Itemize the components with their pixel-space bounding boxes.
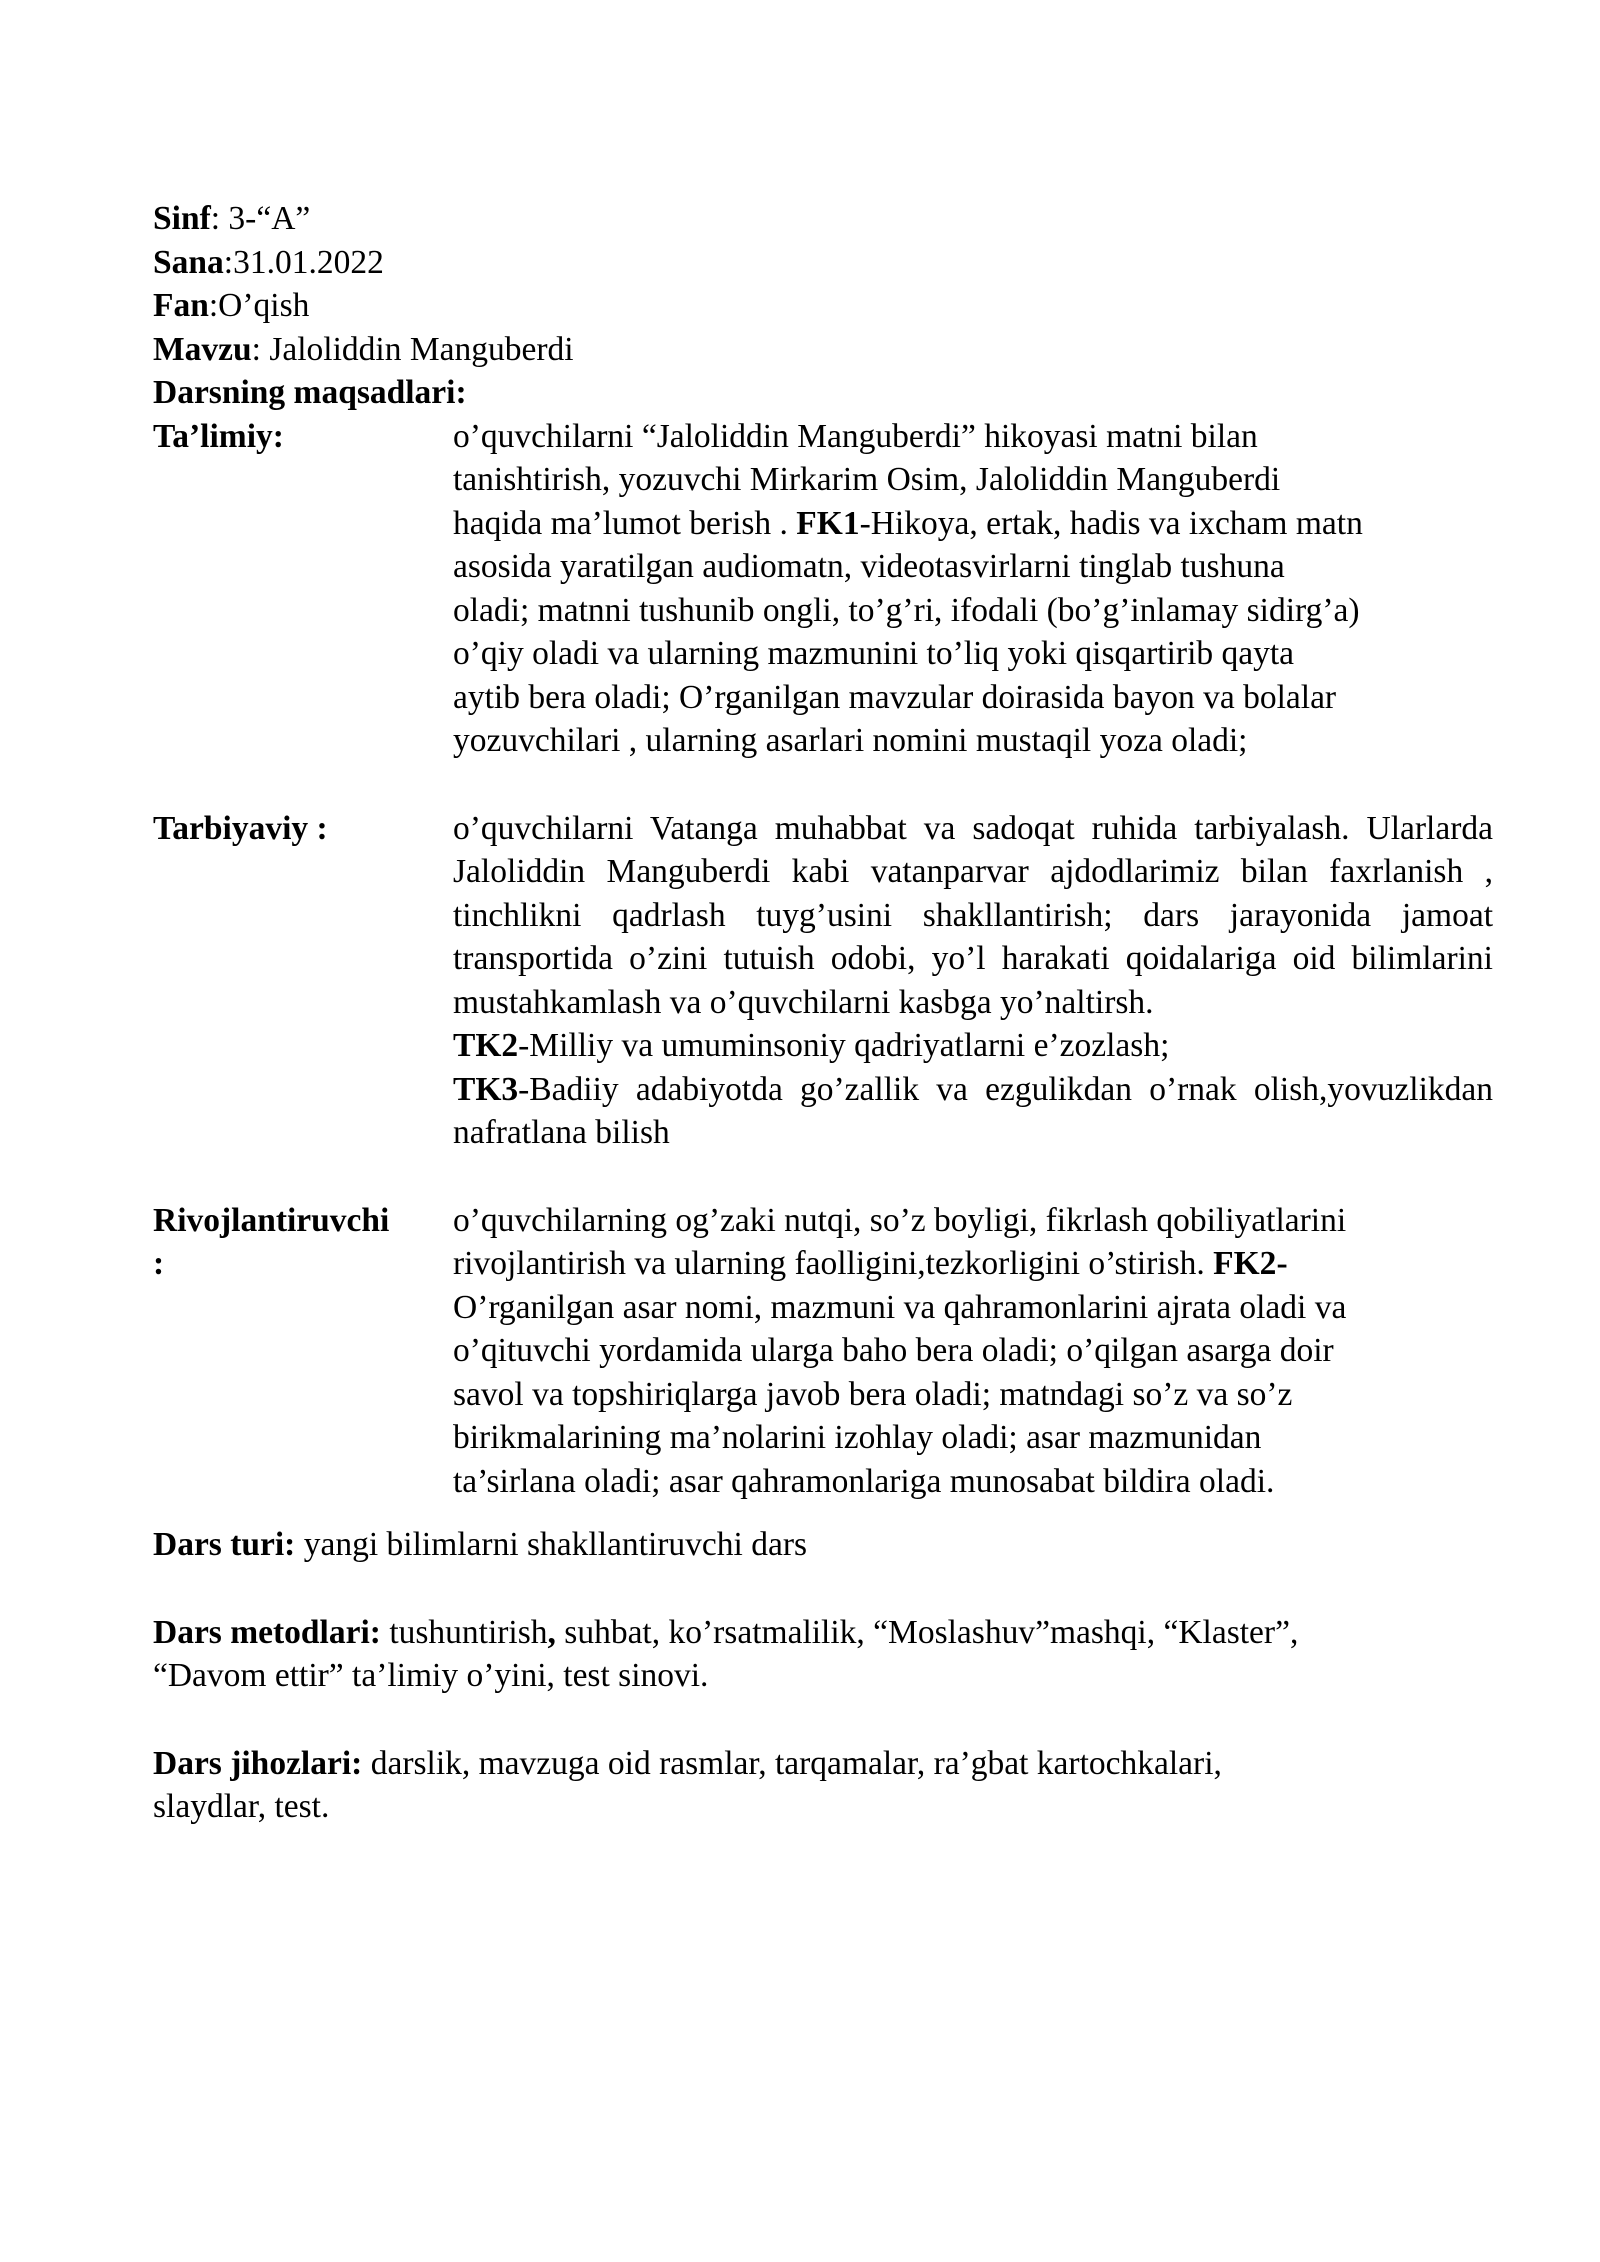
dars-jihozlari-line-1 [153, 1742, 1493, 1786]
dars-jihozlari-block [153, 1742, 1493, 1829]
tk2-paragraph [453, 1024, 1493, 1068]
fan-sep: : [208, 287, 219, 324]
spacer [153, 763, 1493, 807]
sana-label: Sana [153, 243, 224, 281]
dars-jihozlari-line-2: slaydlar, test. [153, 1788, 330, 1825]
dars-metodlari-line-1 [153, 1611, 1493, 1655]
sana-value: 31.01.2022 [233, 243, 384, 281]
objective-talimiy [153, 415, 1493, 763]
dars-metodlari-label: Dars metodlari: [153, 1613, 381, 1651]
fan-row [153, 284, 1493, 328]
rivojlantiruvchi-label-line-2: : [153, 1245, 165, 1282]
goals-heading [153, 371, 1493, 415]
dars-turi-value: yangi bilimlarni shakllantiruvchi dars [295, 1526, 808, 1563]
spacer [153, 1155, 1493, 1199]
fk2-code: FK2 [1213, 1245, 1277, 1282]
rivoj-line-1: o’quvchilarning og’zaki nutqi, so’z boyligi, fikrlash qobiliyatlarini [453, 1201, 1347, 1239]
tk2-text: -Milliy va umuminsoniy qadriyatlarni e’zozlash; [518, 1027, 1170, 1064]
fan-value: O’qish [218, 287, 310, 324]
sana-sep: : [223, 243, 234, 281]
tk3-paragraph [453, 1068, 1493, 1155]
rivoj-line-3: O’rganilgan asar nomi, mazmuni va qahramonlarini ajrata oladi va [453, 1288, 1347, 1326]
rivoj-line-2-pre: rivojlantirish va ularning faolligini,tezkorligini o’stirish. [453, 1245, 1214, 1282]
spacer [153, 1698, 1493, 1742]
dars-turi-label: Dars turi: [153, 1526, 296, 1563]
mavzu-sep: : [251, 330, 270, 368]
talimiy-label: Ta’limiy: [153, 417, 284, 455]
goals-heading-text: Darsning maqsadlari: [153, 374, 467, 411]
dars-metodlari-comma: , [547, 1613, 556, 1651]
talimiy-line-3 [453, 502, 1493, 546]
talimiy-line-3-pre: haqida ma’lumot berish . [453, 504, 797, 542]
tarbiyaviy-text [453, 807, 1493, 1155]
talimiy-line-4: asosida yaratilgan audiomatn, videotasvirlarni tinglab tushuna [453, 548, 1285, 585]
sinf-value: 3-“A” [228, 200, 311, 237]
objective-rivojlantiruvchi [153, 1199, 1493, 1504]
tarbiyaviy-paragraph: o’quvchilarni Vatanga muhabbat va sadoqat ruhida tarbiyalash. Ularlarda Jaloliddin Manguberdi kabi vatanparvar ajdodlarimiz bilan faxrlanish , tinchlikni qadrlash tuyg’usini shakllantirish; dars jarayonida jamoat transportida o’zini tutuish odobi, yo’l harakati qoidalariga oid bilimlarini mustahkamlash va o’quvchilarni kasbga yo’naltirsh. [453, 809, 1493, 1021]
rivoj-line-2 [453, 1242, 1493, 1286]
talimiy-line-1: o’quvchilarni “Jaloliddin Manguberdi” hikoyasi matni bilan [453, 417, 1258, 455]
spacer [153, 1567, 1493, 1611]
tk2-code: TK2 [453, 1027, 519, 1064]
sinf-row [153, 197, 1493, 241]
mavzu-label: Mavzu [153, 330, 252, 368]
talimiy-line-8: yozuvchilari , ularning asarlari nomini mustaqil yoza oladi; [453, 722, 1248, 759]
lesson-plan-page [153, 197, 1493, 1829]
fk1-code: FK1 [796, 504, 860, 542]
talimiy-line-2: tanishtirish, yozuvchi Mirkarim Osim, Jaloliddin Manguberdi [453, 461, 1281, 498]
sinf-label: Sinf [153, 200, 211, 237]
dars-metodlari-block [153, 1611, 1493, 1698]
talimiy-line-5: oladi; matnni tushunib ongli, to’g’ri, ifodali (bo’g’inlamay sidirg’a) [453, 591, 1360, 629]
rivoj-line-6: birikmalarining ma’nolarini izohlay oladi; asar mazmunidan [453, 1419, 1262, 1456]
talimiy-line-6: o’qiy oladi va ularning mazmunini to’liq yoki qisqartirib qayta [453, 635, 1295, 672]
dars-metodlari-line-1b: suhbat, ko’rsatmalilik, “Moslashuv”mashqi, “Klaster”, [555, 1613, 1299, 1651]
tk3-text: -Badiiy adabiyotda go’zallik va ezgulikdan o’rnak olish,yovuzlikdan nafratlana bilish [453, 1070, 1493, 1151]
objective-tarbiyaviy [153, 807, 1493, 1155]
rivojlantiruvchi-text [453, 1199, 1493, 1504]
rivoj-line-7: ta’sirlana oladi; asar qahramonlariga munosabat bildira oladi. [453, 1462, 1275, 1500]
spacer [153, 1503, 1493, 1523]
talimiy-line-7: aytib bera oladi; O’rganilgan mavzular doirasida bayon va bolalar [453, 678, 1337, 716]
rivoj-line-4: o’qituvchi yordamida ularga baho bera oladi; o’qilgan asarga doir [453, 1332, 1334, 1369]
fan-label: Fan [153, 287, 209, 324]
talimiy-text [453, 415, 1493, 763]
sinf-sep: : [210, 200, 229, 237]
mavzu-row [153, 328, 1493, 372]
dars-jihozlari-label: Dars jihozlari: [153, 1744, 363, 1782]
mavzu-value: Jaloliddin Manguberdi [269, 330, 574, 368]
rivoj-line-2-post: - [1276, 1245, 1288, 1282]
dars-metodlari-line-1a: tushuntirish [380, 1613, 548, 1651]
sana-row [153, 241, 1493, 285]
talimiy-line-3-post: -Hikoya, ertak, hadis va ixcham matn [859, 504, 1363, 542]
rivojlantiruvchi-label-line-1: Rivojlantiruvchi [153, 1201, 390, 1239]
dars-jihozlari-line-1-text: darslik, mavzuga oid rasmlar, tarqamalar, ra’gbat kartochkalari, [362, 1744, 1222, 1782]
tarbiyaviy-label: Tarbiyaviy : [153, 809, 328, 847]
dars-metodlari-line-2: “Davom ettir” ta’limiy o’yini, test sinovi. [153, 1657, 709, 1694]
tk3-code: TK3 [453, 1070, 519, 1108]
rivoj-line-5: savol va topshiriqlarga javob bera oladi; matndagi so’z va so’z [453, 1375, 1293, 1413]
rivojlantiruvchi-label [153, 1199, 453, 1286]
dars-turi-row [153, 1523, 1493, 1567]
